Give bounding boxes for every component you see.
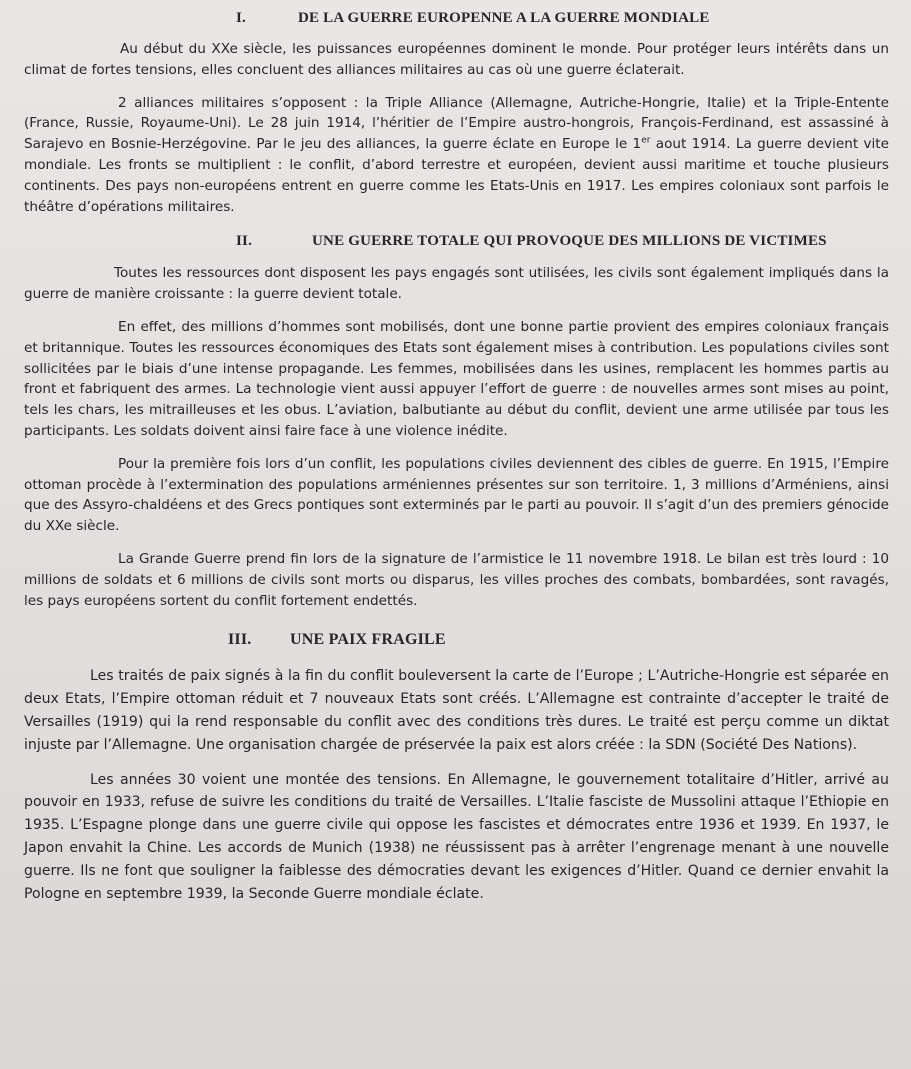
section-2-paragraph-4: La Grande Guerre prend fin lors de la signature de l’armistice le 11 novembre 1918. Le bilan est très lourd : 10 millions de soldats et 6 millions de civils sont morts ou disparus, les villes proches des combats, bombardées, sont ravagés, les pays européens sortent du conflit fortement endettés.: [24, 550, 889, 609]
section-2-number: II.: [236, 233, 253, 250]
section-1-number: I.: [236, 10, 246, 26]
section-2-paragraph-2: En effet, des millions d’hommes sont mobilisés, dont une bonne partie provient des empires coloniaux français et britannique. Toutes les ressources économiques des Etats sont également mises à contribution. Les populations civiles sont sollicitées par le biais d’une intense propagande. Les femmes, mobilisées dans les usines, remplacent les hommes partis au front et fabriquent des armes. La technologie vient aussi appuyer l’effort de guerre : de nouvelles armes sont mises au point, tels les chars, les mitrailleuses et les obus. L’aviation, balbutiante au début du conflit, devient une arme utilisée par tous les participants. Les soldats doivent ainsi faire face à une violence inédite.: [24, 318, 889, 439]
section-1-paragraph-2-start: 2 alliances militaires s’opposent : la Triple Alliance (Allemagne, Autriche-Hongrie, Italie) et la Triple-Entente (France, Russie, Royaume-Uni). Le 28 juin 1914, l’héritier de l’Empire austro-hongrois, François-Ferdinand, est assassiné à Sarajevo en Bosnie-Herzégovine. Par le jeu des alliances, la guerre éclate en Europe le 1: [24, 94, 889, 153]
ordinal-suffix: er: [641, 135, 651, 146]
section-1-paragraph-1: Au début du XXe siècle, les puissances européennes dominent le monde. Pour protéger leurs intérêts dans un climat de fortes tensions, elles concluent des alliances militaires au cas où une guerre éclaterait.: [24, 41, 889, 78]
section-3-number: III.: [228, 631, 252, 649]
section-3-title: UNE PAIX FRAGILE: [290, 631, 446, 649]
section-1-title: DE LA GUERRE EUROPENNE A LA GUERRE MONDIALE: [298, 10, 710, 26]
section-2-paragraph-3: Pour la première fois lors d’un conflit, les populations civiles deviennent des cibles de guerre. En 1915, l’Empire ottoman procède à l’extermination des populations arméniennes présentes sur son territoire. 1, 3 millions d’Arméniens, ainsi que des Assyro-chaldéens et des Grecs pontiques sont exterminés par le parti au pouvoir. Il s’agit d’un des premiers génocide du XXe siècle.: [24, 455, 889, 535]
section-2-heading: [24, 233, 889, 250]
section-2-paragraph-1: Toutes les ressources dont disposent les pays engagés sont utilisées, les civils sont également impliqués dans la guerre de manière croissante : la guerre devient totale.: [24, 265, 889, 303]
section-1-heading: [24, 10, 889, 27]
section-3-heading: [24, 631, 889, 649]
section-3-paragraph-1: Les traités de paix signés à la fin du conflit bouleversent la carte de l’Europe ; L’Autriche-Hongrie est séparée en deux Etats, l’Empire ottoman réduit et 7 nouveaux Etats sont créés. L’Allemagne est contrainte d’accepter le traité de Versailles (1919) qui la rend responsable du conflit avec des conditions très dures. Le traité est perçu comme un diktat injuste par l’Allemagne. Une organisation chargée de préservée la paix est alors créée : la SDN (Société Des Nations).: [24, 668, 889, 753]
section-2-title: UNE GUERRE TOTALE QUI PROVOQUE DES MILLIONS DE VICTIMES: [312, 233, 827, 250]
section-3-paragraph-2: Les années 30 voient une montée des tensions. En Allemagne, le gouvernement totalitaire d’Hitler, arrivé au pouvoir en 1933, refuse de suivre les conditions du traité de Versailles. L’Italie fasciste de Mussolini attaque l’Ethiopie en 1935. L’Espagne plonge dans une guerre civile qui oppose les fascistes et démocrates entre 1936 et 1939. En 1937, le Japon envahit la Chine. Les accords de Munich (1938) ne réussissent pas à arrêter l’engrenage menant à une nouvelle guerre. Ils ne font que souligner la faiblesse des démocraties devant les exigences d’Hitler. Quand ce dernier envahit la Pologne en septembre 1939, la Seconde Guerre mondiale éclate.: [24, 771, 889, 902]
section-1-paragraph-2-end: aout 1914. La guerre devient vite mondiale. Les fronts se multiplient : le conflit, d’abord terrestre et européen, devient aussi maritime et touche plusieurs continents. Des pays non-européens entrent en guerre comme les Etats-Unis en 1917. Les empires coloniaux sont parfois le théâtre d’opérations militaires.: [24, 136, 890, 215]
section-1-paragraph-2: [24, 93, 889, 218]
